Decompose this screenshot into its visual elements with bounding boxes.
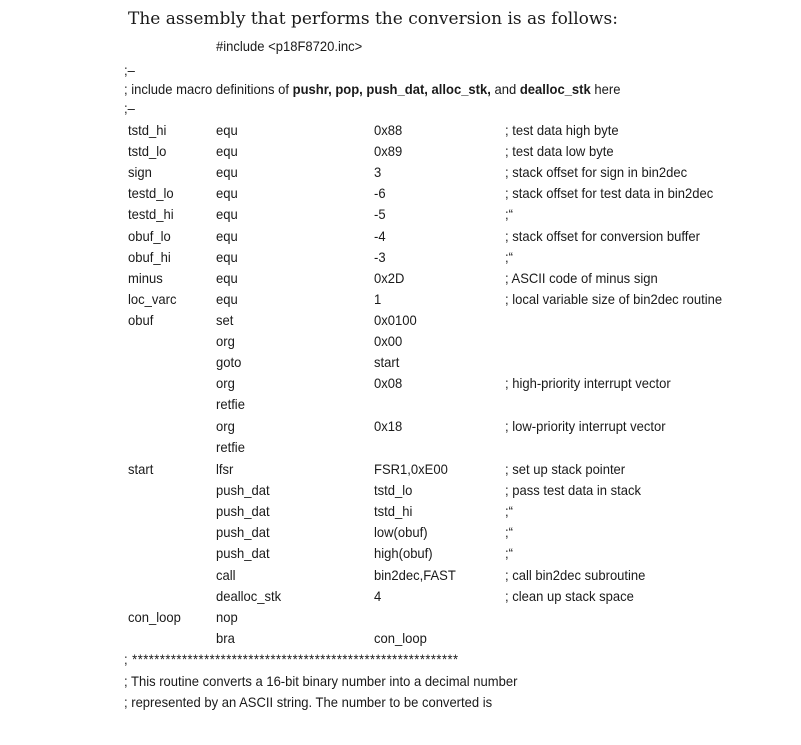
code-comment: ; stack offset for conversion buffer <box>505 228 700 244</box>
intro-text: The assembly that performs the conversion is as follows: <box>128 9 618 29</box>
code-operand: 0x88 <box>374 122 403 138</box>
routine-comment-line: ; This routine converts a 16-bit binary number into a decimal number <box>124 673 518 689</box>
code-comment: ; set up stack pointer <box>505 461 626 477</box>
code-opcode: push_dat <box>216 524 270 540</box>
code-comment: ; ASCII code of minus sign <box>505 270 658 286</box>
code-comment: ;“ <box>505 503 513 519</box>
code-label: minus <box>128 270 163 286</box>
code-comment: ; test data high byte <box>505 122 619 138</box>
code-operand: 0x89 <box>374 143 403 159</box>
code-operand: 0x2D <box>374 270 405 286</box>
code-opcode: lfsr <box>216 461 234 477</box>
code-label: obuf <box>128 312 154 328</box>
code-comment: ; stack offset for test data in bin2dec <box>505 185 714 201</box>
code-label: testd_hi <box>128 206 174 222</box>
code-operand: 4 <box>374 588 382 604</box>
code-comment: ;“ <box>505 524 513 540</box>
macro-comment-line: ; include macro definitions of pushr, pop, push_dat, alloc_stk, and dealloc_stk here <box>124 81 621 97</box>
code-opcode: push_dat <box>216 503 270 519</box>
code-operand: -5 <box>374 206 386 222</box>
code-operand: low(obuf) <box>374 524 428 540</box>
code-comment: ;“ <box>505 545 513 561</box>
code-label: sign <box>128 164 152 180</box>
code-operand: high(obuf) <box>374 545 433 561</box>
code-label: tstd_lo <box>128 143 167 159</box>
asterisk-divider: ; *********************************************************** <box>124 651 459 667</box>
code-comment: ; call bin2dec subroutine <box>505 567 646 583</box>
code-opcode: org <box>216 375 235 391</box>
code-opcode: call <box>216 567 236 583</box>
code-label: obuf_hi <box>128 249 171 265</box>
code-label: obuf_lo <box>128 228 171 244</box>
code-operand: -3 <box>374 249 386 265</box>
code-operand: tstd_hi <box>374 503 413 519</box>
code-opcode: equ <box>216 164 238 180</box>
code-opcode: nop <box>216 609 238 625</box>
code-comment: ;“ <box>505 206 513 222</box>
code-operand: bin2dec,FAST <box>374 567 456 583</box>
code-opcode: org <box>216 418 235 434</box>
code-opcode: equ <box>216 122 238 138</box>
code-comment: ; stack offset for sign in bin2dec <box>505 164 688 180</box>
code-operand: -6 <box>374 185 386 201</box>
code-comment: ; local variable size of bin2dec routine <box>505 291 723 307</box>
code-label: start <box>128 461 154 477</box>
code-opcode: push_dat <box>216 482 270 498</box>
code-comment: ; high-priority interrupt vector <box>505 375 671 391</box>
code-operand: tstd_lo <box>374 482 413 498</box>
code-opcode: equ <box>216 270 238 286</box>
code-opcode: retfie <box>216 439 245 455</box>
code-operand: con_loop <box>374 630 427 646</box>
routine-comment-line: ; represented by an ASCII string. The number to be converted is <box>124 694 493 710</box>
code-comment: ; pass test data in stack <box>505 482 642 498</box>
code-opcode: bra <box>216 630 235 646</box>
code-operand: start <box>374 354 400 370</box>
separator-line: ;– <box>124 62 135 78</box>
code-operand: 1 <box>374 291 382 307</box>
code-label: con_loop <box>128 609 181 625</box>
code-opcode: equ <box>216 143 238 159</box>
code-label: tstd_hi <box>128 122 167 138</box>
code-opcode: equ <box>216 249 238 265</box>
code-operand: 3 <box>374 164 382 180</box>
code-opcode: equ <box>216 206 238 222</box>
code-opcode: goto <box>216 354 242 370</box>
code-opcode: retfie <box>216 396 245 412</box>
code-opcode: dealloc_stk <box>216 588 282 604</box>
code-comment: ;“ <box>505 249 513 265</box>
separator-line: ;– <box>124 100 135 116</box>
code-opcode: org <box>216 333 235 349</box>
code-operand: 0x00 <box>374 333 403 349</box>
code-opcode: push_dat <box>216 545 270 561</box>
code-label: testd_lo <box>128 185 174 201</box>
code-opcode: equ <box>216 185 238 201</box>
code-operand: FSR1,0xE00 <box>374 461 448 477</box>
include-directive: #include <p18F8720.inc> <box>216 38 363 54</box>
code-opcode: set <box>216 312 234 328</box>
code-operand: -4 <box>374 228 386 244</box>
code-label: loc_varc <box>128 291 177 307</box>
code-opcode: equ <box>216 291 238 307</box>
code-operand: 0x08 <box>374 375 403 391</box>
code-operand: 0x0100 <box>374 312 417 328</box>
code-opcode: equ <box>216 228 238 244</box>
code-operand: 0x18 <box>374 418 403 434</box>
code-comment: ; low-priority interrupt vector <box>505 418 666 434</box>
code-comment: ; test data low byte <box>505 143 614 159</box>
code-comment: ; clean up stack space <box>505 588 634 604</box>
